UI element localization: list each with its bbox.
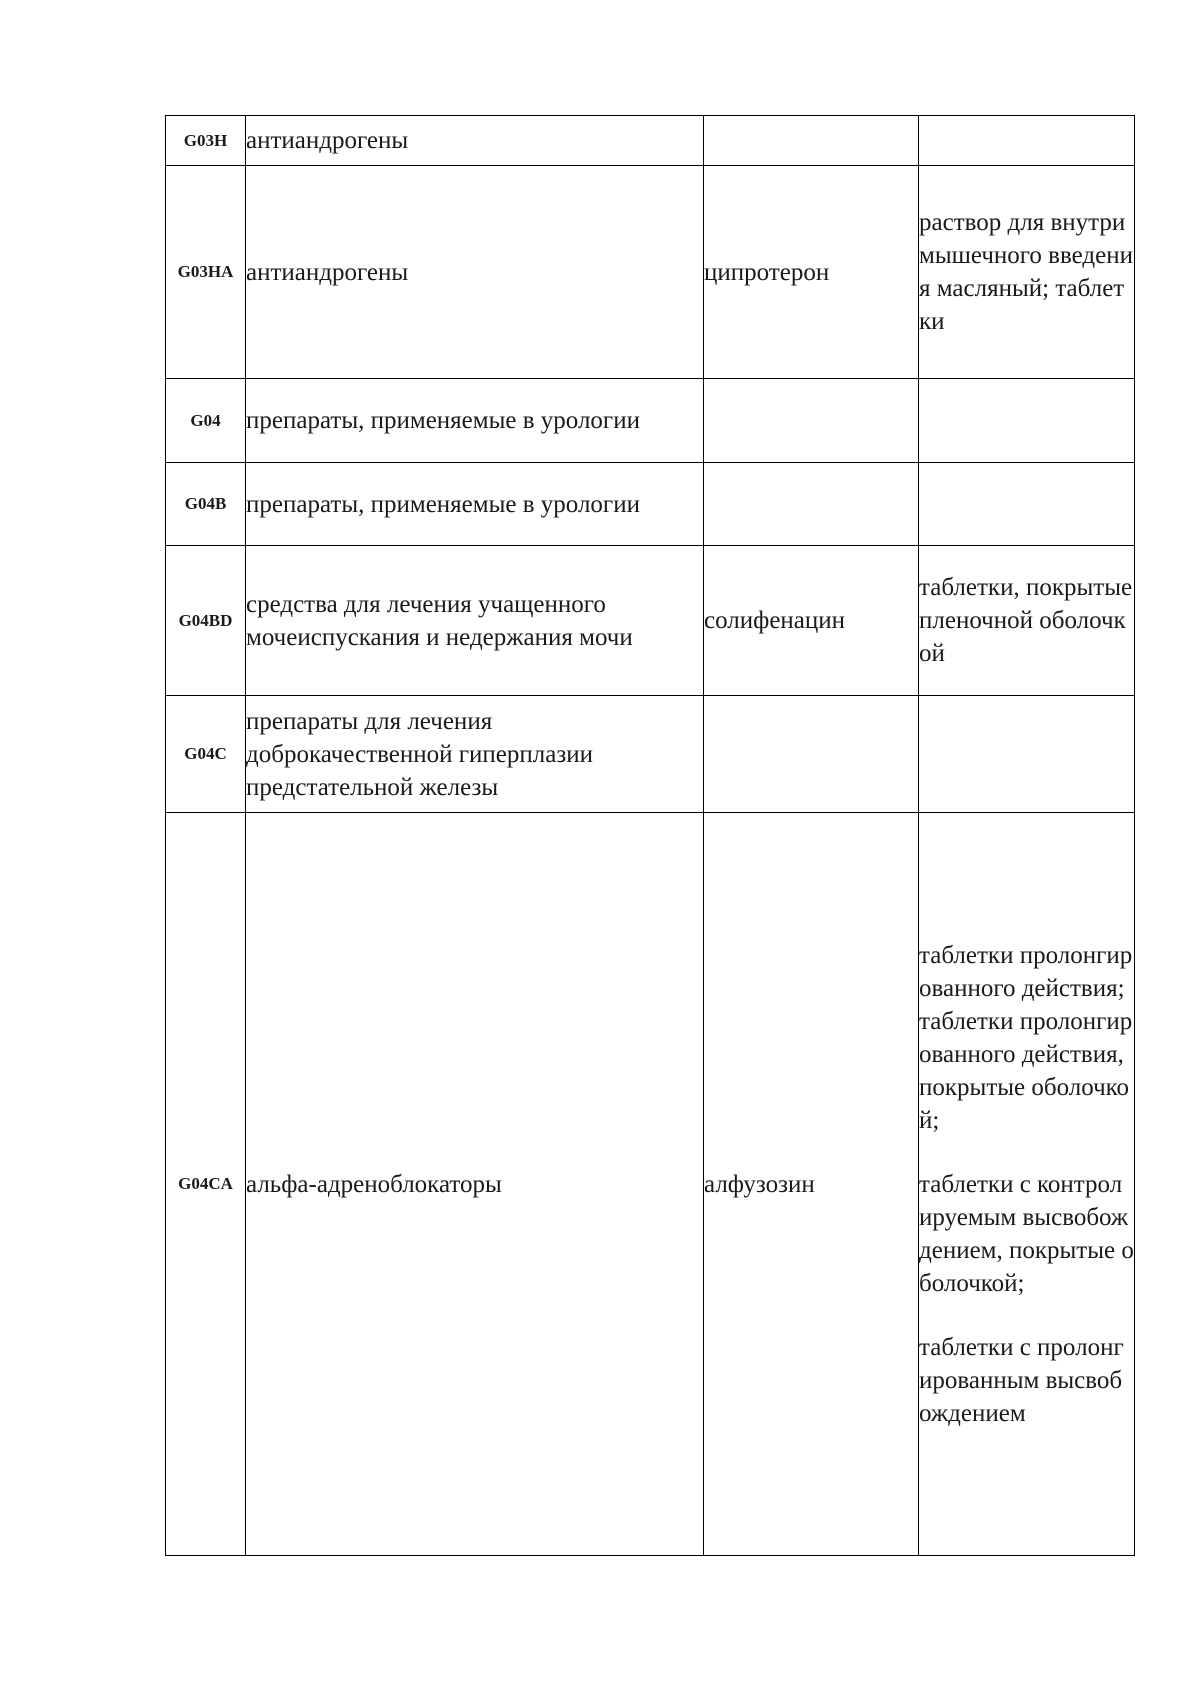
dosage-form: таблетки пролонгированного действия; таблетки пролонгированного действия, покрытые оболочкой; xyxy=(919,941,1133,1134)
table-row xyxy=(166,116,1135,166)
drug-name xyxy=(704,116,919,166)
atc-code: G04B xyxy=(166,463,246,546)
dosage-form: таблетки с контролируемым высвобождением, покрытые оболочкой; xyxy=(919,1170,1134,1297)
table-row xyxy=(166,166,1135,379)
atc-code: G03H xyxy=(166,116,246,166)
drug-name: солифенацин xyxy=(704,546,919,696)
drug-name: ципротерон xyxy=(704,166,919,379)
dosage-form: таблетки, покрытые пленочной оболочкой xyxy=(919,574,1133,667)
dosage-forms xyxy=(919,813,1135,1556)
dosage-forms xyxy=(919,696,1135,813)
dosage-forms xyxy=(919,546,1135,696)
dosage-forms xyxy=(919,166,1135,379)
dosage-forms xyxy=(919,379,1135,463)
group-name: препараты, применяемые в урологии xyxy=(246,379,704,463)
drug-name xyxy=(704,463,919,546)
atc-code: G04CA xyxy=(166,813,246,1556)
table-row xyxy=(166,696,1135,813)
drug-name: алфузозин xyxy=(704,813,919,1556)
atc-code: G04 xyxy=(166,379,246,463)
atc-code: G04BD xyxy=(166,546,246,696)
table-row xyxy=(166,379,1135,463)
group-name: препараты, применяемые в урологии xyxy=(246,463,704,546)
medication-table xyxy=(165,115,1135,1556)
table-row xyxy=(166,813,1135,1556)
group-name: препараты для лечения доброкачественной гиперплазии предстательной железы xyxy=(246,696,704,813)
dosage-forms xyxy=(919,463,1135,546)
group-name: альфа-адреноблокаторы xyxy=(246,813,704,1556)
table-row xyxy=(166,463,1135,546)
atc-code: G03HA xyxy=(166,166,246,379)
group-name: антиандрогены xyxy=(246,116,704,166)
drug-name xyxy=(704,379,919,463)
dosage-forms xyxy=(919,116,1135,166)
group-name: антиандрогены xyxy=(246,166,704,379)
dosage-form: таблетки с пролонгированным высвобождением xyxy=(919,1333,1124,1427)
dosage-form: раствор для внутримышечного введения масляный; таблетки xyxy=(919,209,1133,335)
group-name: средства для лечения учащенного мочеиспускания и недержания мочи xyxy=(246,546,704,696)
atc-code: G04C xyxy=(166,696,246,813)
table-row xyxy=(166,546,1135,696)
drug-name xyxy=(704,696,919,813)
